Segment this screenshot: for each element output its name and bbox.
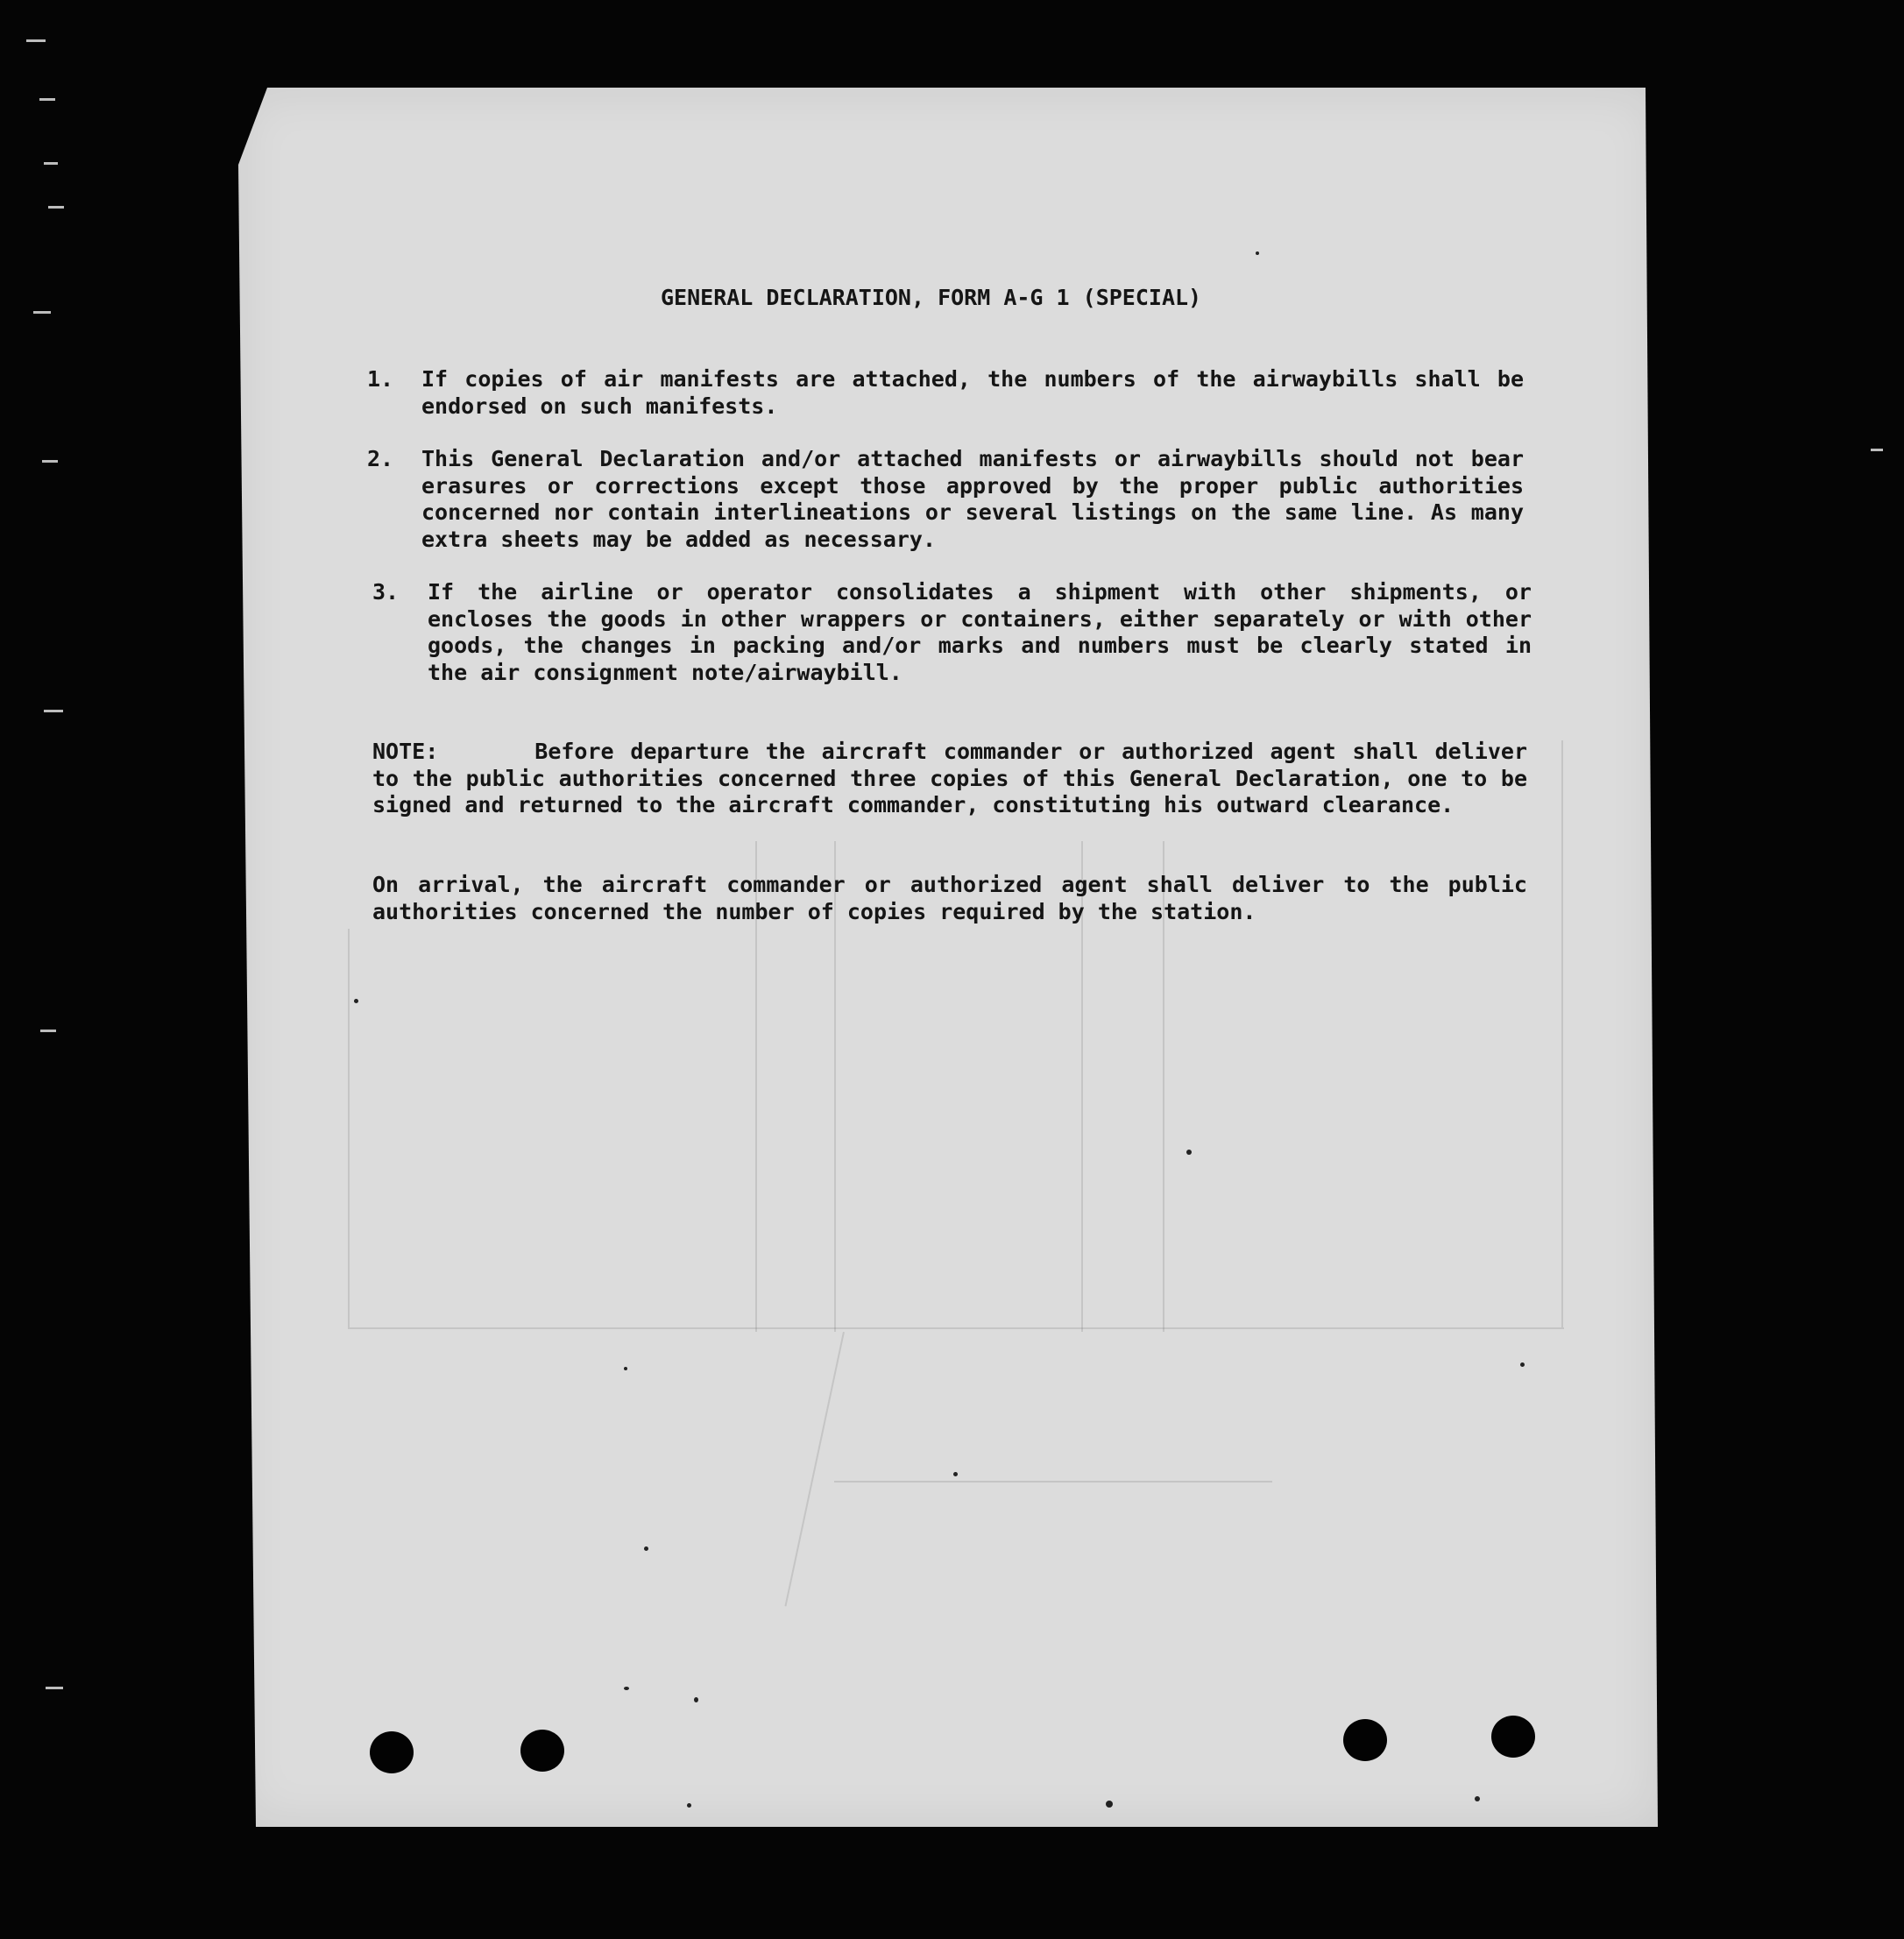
dust-speck: [1475, 1796, 1480, 1801]
dust-speck: [694, 1697, 698, 1702]
show-through-line: [834, 1481, 1272, 1483]
note-label: NOTE:: [372, 739, 439, 764]
film-edge-mark: [1871, 449, 1883, 451]
film-edge-mark: [39, 98, 55, 101]
dust-speck: [644, 1546, 648, 1551]
item-number: 3.: [372, 579, 400, 605]
film-edge-mark: [48, 206, 64, 209]
dust-speck: [624, 1367, 627, 1370]
film-edge-mark: [42, 460, 58, 463]
item-number: 1.: [367, 366, 394, 392]
dust-speck: [1106, 1801, 1113, 1808]
note-paragraph: [372, 739, 1527, 819]
show-through-line: [784, 1332, 844, 1606]
punch-hole: [370, 1731, 414, 1773]
film-edge-mark: [46, 1687, 63, 1689]
dust-speck: [953, 1472, 958, 1476]
dust-speck: [624, 1687, 629, 1690]
dust-speck: [1520, 1362, 1525, 1367]
film-edge-mark: [44, 162, 58, 165]
arrival-paragraph: On arrival, the aircraft commander or authorized agent shall deliver to the public authorities concerned the number of copies required by the station.: [372, 872, 1527, 924]
dust-speck: [687, 1803, 691, 1808]
item-text: If the airline or operator consolidates a shipment with other shipments, or encloses the goods in other wrappers or containers, either separately or with other goods, the changes in packing and/or marks and numbers must be clearly stated in the air consignment note/airwaybill.: [428, 579, 1532, 685]
dust-speck: [1256, 251, 1259, 255]
show-through-line: [1561, 740, 1563, 1327]
item-number: 2.: [367, 446, 394, 471]
film-edge-mark: [33, 311, 51, 314]
document-sheet: [238, 88, 1658, 1827]
dust-speck: [354, 999, 358, 1003]
item-text: If copies of air manifests are attached, the numbers of the airwaybills shall be endorsed on such manifests.: [421, 366, 1524, 419]
document-title: GENERAL DECLARATION, FORM A-G 1 (SPECIAL): [661, 285, 1202, 310]
show-through-line: [348, 929, 350, 1327]
item-text: This General Declaration and/or attached manifests or airwaybills should not bear erasures or corrections except those approved by the proper public authorities concerned nor contain interlineations or several listings on the same line. As many extra sheets may be added as necessary.: [421, 446, 1524, 552]
note-text: Before departure the aircraft commander or authorized agent shall deliver to the public authorities concerned three copies of this General Declaration, one to be signed and returned to the aircraft commander, constituting his outward clearance.: [372, 739, 1527, 817]
film-edge-mark: [26, 39, 46, 42]
punch-hole: [520, 1730, 564, 1772]
punch-hole: [1343, 1719, 1387, 1761]
punch-hole: [1491, 1716, 1535, 1758]
film-edge-mark: [44, 710, 63, 712]
dust-speck: [1186, 1150, 1192, 1155]
show-through-line: [348, 1327, 1564, 1329]
film-edge-mark: [40, 1030, 56, 1032]
